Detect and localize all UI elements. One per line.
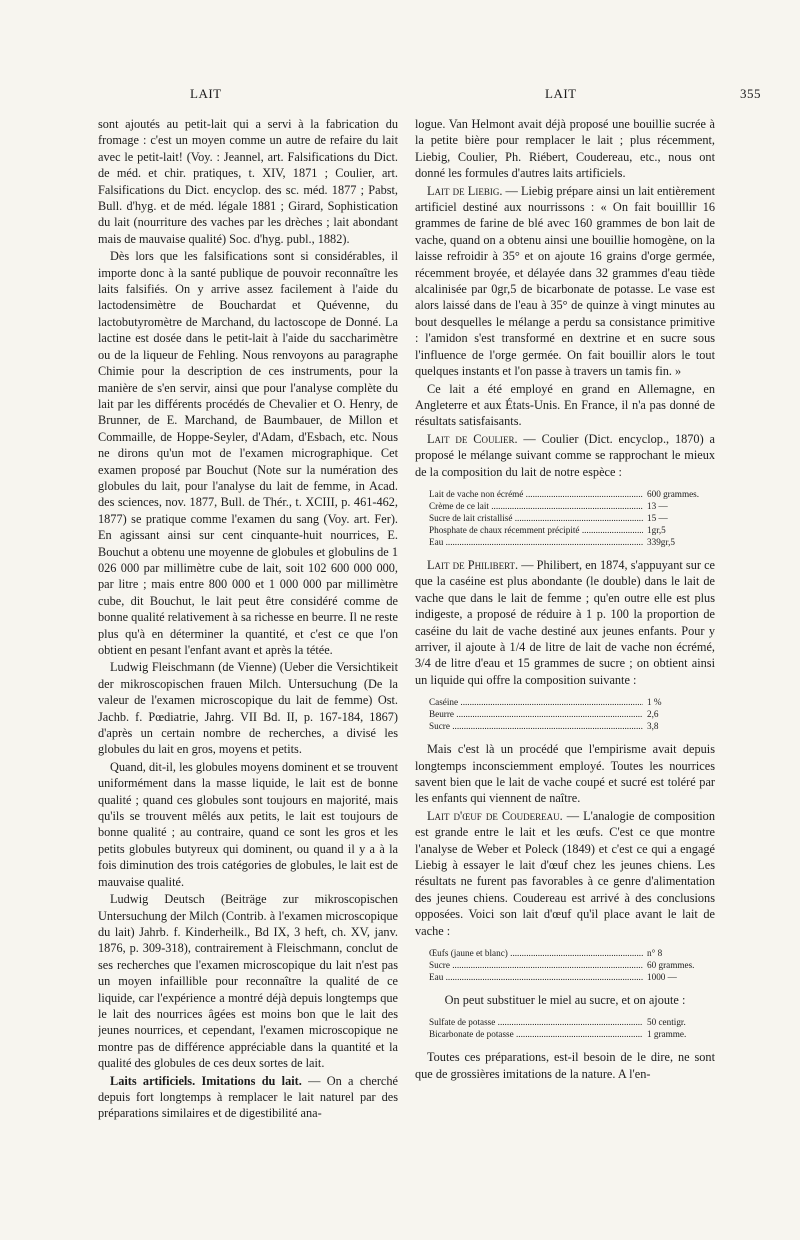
paragraph-text: — Philibert, en 1874, s'appuyant sur ce que la caséine est plus abondante (le double) dans le lait de vache que dans le lait de femme ; qu'en outre elle est plus indigeste, a proposé de réduire à 1 p. 100 la proportion de caséine du lait de vache destiné aux jeunes enfants. Pour y arriver, il ajoute à 1/4 de litre de lait de vache non écrémé, 3/4 de litre d'eau et 15 grammes de sucre ; on obtient ainsi un liquide qui offre la composition suivante :	[415, 557, 715, 687]
paragraph: Toutes ces préparations, est-il besoin de le dire, ne sont que de grossières imitations de la nature. A l'en-	[415, 1050, 715, 1081]
table-value: 13 —	[647, 500, 668, 511]
table-label: Bicarbonate de potasse .....	[429, 1028, 643, 1040]
table-value: 60 grammes.	[647, 960, 695, 971]
table-label: Sulfate de potasse .....	[429, 1016, 643, 1028]
paragraph	[415, 808, 715, 939]
table-value: n° 8	[647, 948, 663, 959]
table-label: Phosphate de chaux récemment précipité .....	[429, 524, 643, 536]
running-header	[0, 86, 800, 106]
paragraph	[415, 431, 715, 480]
table-label: Beurre .....	[429, 708, 643, 720]
paragraph	[415, 183, 715, 380]
section-heading: Laits artificiels. Imitations du lait.	[110, 1073, 302, 1088]
table-row	[429, 1016, 715, 1028]
table-value: 1gr,5	[647, 524, 666, 535]
paragraph: logue. Van Helmont avait déjà proposé une bouillie sucrée à la petite bière pour remplacer le lait ; plus récemment, Liebig, Coulier, Ph. Riébert, Coudereau, etc., nous ont donné les formules d'autres laits artificiels.	[415, 117, 715, 181]
table-label: Sucre .....	[429, 720, 643, 732]
paragraph: Quand, dit-il, les globules moyens dominent et se trouvent uniformément dans la masse liquide, le lait est de bonne qualité ; quand ces globules sont toujours en majorité, mais qu'ils se trouvent mêlés aux petits, le lait est toujours de bonne qualité ; au contraire, quand ce sont les gros et les petits globules butyreux qui dominent, ou quand il y a à la fois diminution des trois catégories de globules, le lait est de mauvaise qualité.	[98, 759, 398, 889]
left-column	[98, 116, 398, 1226]
table-value: 50 centigr.	[647, 1017, 686, 1028]
table-row	[429, 524, 715, 536]
table-label: Œufs (jaune et blanc) .....	[429, 947, 643, 959]
paragraph	[415, 557, 715, 688]
paragraph-text: — L'analogie de composition est grande entre le lait et les œufs. C'est ce que montre l'analyse de Weber et Poleck (1849) et c'est ce qui a engagé Liebig à essayer le lait d'œuf chez les jeunes chiens. Les résultats ne furent pas favorables à ce genre d'alimentation des jeunes chiens. Coudereau est arrivé à des conclusions opposées. Voici son lait d'œuf qu'il place avant le lait de vache :	[415, 808, 715, 938]
table-value: 15 —	[647, 512, 668, 523]
table-value: 600 grammes.	[647, 488, 700, 499]
table-value: 1 %	[647, 697, 662, 708]
right-column	[415, 116, 715, 1226]
section-heading: Lait de Liebig.	[427, 183, 503, 198]
table-row	[429, 947, 715, 959]
section-heading: Lait de Philibert.	[427, 557, 519, 572]
paragraph: Ludwig Fleischmann (de Vienne) (Ueber die Versichtikeit der mikroscopischen frauen Milch. Untersuchung (De la valeur de l'examen microscopique du lait de femme) Ost. Jachb. f. Pœdiatrie, Jahrg. VII Bd. II, p. 167-184, 1867) d'après un certain nombre de recherches, a divisé les globules du lait en gros, moyens et petits.	[98, 660, 398, 757]
recipe-table-coudereau	[429, 947, 715, 983]
table-value: 339gr,5	[647, 536, 675, 547]
paragraph: sont ajoutés au petit-lait qui a servi à la fabrication du fromage : c'est un moyen comme un autre de refaire du lait avec le petit-lait! (Voy. : Jeannel, art. Falsifications du Dict. de méd. et chir. pratiques, t. XIV, 1871 ; Coulier, art. Falsifications du Dict. encyclop. des sc. méd. 1877 ; Pabst, Bull. d'hyg. et de méd. légale 1881 ; Girard, Sophistication du lait (nourriture des vaches par les drèches ; lait abondant mais de mauvaise qualité) Soc. d'hyg. publ., 1882).	[98, 117, 398, 246]
table-label: Crème de ce lait .....	[429, 500, 643, 512]
paragraph: Mais c'est là un procédé que l'empirisme avait depuis longtemps inconsciemment employé. Toutes les nourrices savent bien que le lait de vache coupé et sucré est toléré par les enfants qui viennent de naître.	[415, 742, 715, 806]
table-row	[429, 536, 715, 548]
paragraph-text: — On a cherché depuis fort longtemps à remplacer le lait naturel par des préparations similaires et de digestibilité ana-	[98, 1073, 398, 1121]
table-row	[429, 488, 715, 500]
table-row	[429, 720, 715, 732]
table-row	[429, 1028, 715, 1040]
recipe-table-miel	[429, 1016, 715, 1040]
paragraph	[98, 1073, 398, 1122]
section-heading: Lait d'œuf de Coudereau.	[427, 808, 563, 823]
table-label: Eau .....	[429, 971, 643, 983]
table-label: Sucre de lait cristallisé .....	[429, 512, 643, 524]
paragraph: Ludwig Deutsch (Beiträge zur mikroscopischen Untersuchung der Milch (Contrib. à l'examen microscopique du lait) Jahrb. f. Kinderheilk., Bd IX, 3 heft, ch. XV, janv. 1876, p. 309-318), contrairement à Fleischmann, conclut de ses recherches que l'examen microscopique du lait n'est pas un moyen infaillible pour reconnaître la qualité de ce liquide, car l'expérience a montré déjà depuis longtemps que le lait des nourrices âgées est moins bon que le lait des jeunes nourrices, et cependant, l'examen microscopique ne montre pas de différence appréciable dans la quantité et la qualité des globules de ces deux sortes de lait.	[98, 892, 398, 1071]
paragraph: Ce lait a été employé en grand en Allemagne, en Angleterre et aux États-Unis. En France, il n'a pas donné de résultats satisfaisants.	[415, 381, 715, 429]
table-label: Sucre .....	[429, 959, 643, 971]
table-row	[429, 959, 715, 971]
table-row	[429, 512, 715, 524]
paragraph-text: — Coulier (Dict. encyclop., 1870) a proposé le mélange suivant comme se rapprochant le mieux de la composition du lait de notre espèce :	[415, 431, 715, 479]
paragraph-text: — Liebig prépare ainsi un lait entièrement artificiel destiné aux nourrissons : « On fait bouilllir 16 grammes de farine de blé avec 160 grammes de bon lait de vache, quand on a obtenu ainsi une bouillie homogène, on la laisse refroidir à 35° et on ajoute 16 grains d'orge germée, récemment broyée, et délayée dans 32 grammes d'eau tiède alcalinisée par 0gr,5 de bicarbonate de potasse. Le vase est alors laissé dans de l'eau à 35° de quinze à vingt minutes au bout desquelles le mélange a perdu sa consistance primitive : l'amidon s'est transformé en dextrine et en sucre sous l'influence de l'orge germée. On fait bouillir alors le tout quelques instants et l'on passe à travers un tamis fin. »	[415, 183, 715, 379]
table-row	[429, 708, 715, 720]
paragraph: Dès lors que les falsifications sont si considérables, il importe donc à la santé publique de pouvoir reconnaître les laits falsifiés. On y arrive assez facilement à l'aide du lactodensimètre de Bouchardat et Quévenne, du lactobutyromètre de Marchand, du lactoscope de Donné. La lactine est dosée dans le petit-lait à l'aide du saccharimètre ou de la liqueur de Fehling. Nous renvoyons au paragraphe Chimie pour la description de ces instruments, pour la manière de s'en servir, ainsi que pour l'analyse complète du lait par les différents procédés de Chevalier et O. Henry, de Brunner, de E. Marchand, de Baumbauer, de Millon et Commaille, de Hoppe-Seyler, d'Adam, d'Esbach, etc. Nous ne dirons qu'un mot de l'examen micrographique. Cet examen proposé par Bouchut (Note sur la numération des globules du lait, pour l'analyse du lait de femme, in Acad. des sciences, nov. 1877, Bull. de Thér., t. XCIII, p. 461-462, 1877) se pratique comme l'examen du sang (Voy. art. Fer). En agissant ainsi sur cent cinquante-huit nourrices, E. Bouchut a obtenu une moyenne de globules et globulins de 1 026 000 par millimètre cube de lait, soit 102 600 000 000, par litre ; mais entre 800 000 et 1 000 000 par millimètre cube, dit Bouchut, le lait peut être considéré comme de bonne qualité relativement à sa richesse en beurre. Il ne reste plus qu'à en déterminer la quantité, et c'est ce que l'on obtient en pesant l'enfant avant et après la tétée.	[98, 249, 398, 657]
table-value: 1000 —	[647, 972, 677, 983]
table-label: Lait de vache non écrémé .....	[429, 488, 643, 500]
left-running-title: LAIT	[190, 86, 222, 101]
recipe-table-coulier	[429, 488, 715, 548]
table-row	[429, 971, 715, 983]
page-number: 355	[740, 86, 761, 101]
right-running-title: LAIT	[545, 86, 577, 101]
section-heading: Lait de Coulier.	[427, 431, 518, 446]
table-value: 3,8	[647, 721, 659, 732]
paragraph: On peut substituer le miel au sucre, et on ajoute :	[444, 993, 686, 1008]
table-value: 1 gramme.	[647, 1029, 687, 1040]
table-row	[429, 696, 715, 708]
recipe-table-philibert	[429, 696, 715, 732]
table-label: Eau .....	[429, 536, 643, 548]
table-label: Caséine .....	[429, 696, 643, 708]
table-value: 2,6	[647, 709, 659, 720]
table-row	[429, 500, 715, 512]
